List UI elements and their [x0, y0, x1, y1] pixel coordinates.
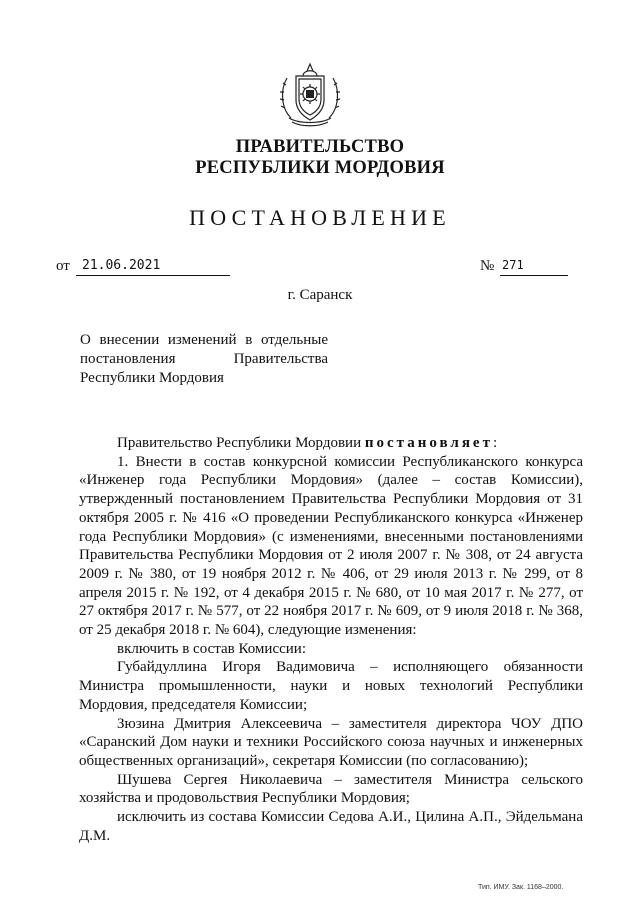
- paragraph-include: включить в состав Комиссии:: [117, 640, 306, 657]
- city: г. Саранск: [287, 287, 353, 303]
- intro-paragraph: [79, 434, 583, 453]
- paragraph-zyuzin: Зюзина Дмитрия Алексеевича – заместителя директора ЧОУ ДПО «Саранский Дом науки и техники Российского союза научных и инженерных общественных организаций», секретаря Комиссии (по согласованию);: [79, 715, 583, 769]
- document-type-heading: ПОСТАНОВЛЕНИЕ: [189, 205, 451, 230]
- number-value: 271: [500, 258, 568, 276]
- number-label: №: [480, 258, 495, 274]
- government-title-line-1: ПРАВИТЕЛЬСТВО: [235, 137, 405, 157]
- government-title-line-2: РЕСПУБЛИКИ МОРДОВИЯ: [195, 158, 445, 178]
- document-body: [79, 434, 583, 845]
- paragraph-shushev: Шушева Сергея Николаевича – заместителя Министра сельского хозяйства и продовольствия Республики Мордовия;: [79, 771, 583, 807]
- intro-resolves: постановляет: [364, 435, 493, 451]
- date-value: 21.06.2021: [76, 258, 230, 276]
- paragraph-gubaydullin: Губайдуллина Игоря Вадимовича – исполняющего обязанности Министра промышленности, науки и новых технологий Республики Мордовия, председателя Комиссии;: [79, 659, 583, 713]
- paragraph-exclude: исключить из состава Комиссии Седова А.И., Цилина А.П., Эйдельмана Д.М.: [79, 809, 583, 844]
- subject-line-2: постановления Правительства: [80, 351, 328, 367]
- subject-line-1: О внесении изменений в отдельные: [80, 332, 328, 348]
- intro-prefix: Правительство Республики Мордовии: [117, 435, 365, 451]
- date-label: от: [56, 258, 70, 274]
- intro-suffix: :: [492, 435, 498, 451]
- document-subject: [80, 331, 328, 388]
- coat-of-arms-of-mordovia-icon: [277, 60, 343, 128]
- print-footer: Тип. ИМУ. Зак. 1168–2000.: [478, 884, 564, 891]
- subject-line-3: Республики Мордовия: [80, 370, 224, 386]
- paragraph-1: 1. Внести в состав конкурсной комиссии Республиканского конкурса «Инженер года Республики Мордовия» (далее – состав Комиссии), утвержденный постановлением Правительства Республики Мордовия от 31 октября 2005 г. № 416 «О проведении Республиканского конкурса «Инженер года Республики Мордовия» (с изменениями, внесенными постановлениями Правительства Республики Мордовия от 2 июля 2007 г. № 308, от 24 августа 2009 г. № 380, от 19 ноября 2012 г. № 406, от 29 июля 2013 г. № 299, от 8 апреля 2015 г. № 192, от 4 декабря 2015 г. № 680, от 10 мая 2017 г. № 277, от 27 октября 2017 г. № 577, от 22 ноября 2017 г. № 609, от 9 июля 2018 г. № 368, от 25 декабря 2018 г. № 604), следующие изменения:: [79, 453, 583, 639]
